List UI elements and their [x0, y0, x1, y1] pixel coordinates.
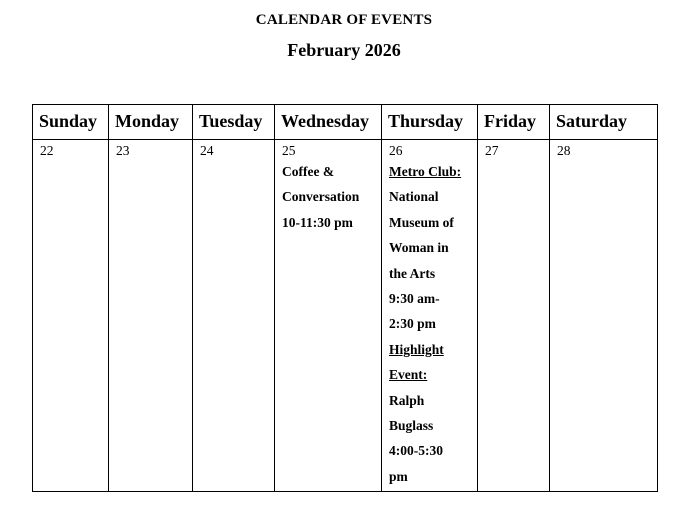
event-time-line: 2:30 pm [389, 316, 436, 332]
day-number: 27 [485, 143, 499, 158]
day-cell-monday [109, 140, 193, 492]
weekday-header-saturday: Saturday [550, 105, 658, 140]
weekday-header-monday: Monday [109, 105, 193, 140]
day-number: 22 [40, 143, 54, 158]
week-row [33, 140, 658, 492]
event-title-line: Buglass [389, 418, 434, 434]
event-title-line: Conversation [282, 189, 360, 205]
event-title-line: the Arts [389, 265, 436, 281]
day-cell-saturday [550, 140, 658, 492]
day-cell-sunday [33, 140, 109, 492]
month-heading: February 2026 [287, 40, 401, 60]
day-cell-wednesday [275, 140, 382, 492]
day-number: 25 [282, 143, 296, 158]
document-title: CALENDAR OF EVENTS [255, 12, 433, 28]
weekday-header-tuesday: Tuesday [193, 105, 275, 140]
day-cell-tuesday [193, 140, 275, 492]
event-title-line: National [389, 189, 439, 205]
weekday-header-friday: Friday [478, 105, 550, 140]
event-time-line: pm [389, 468, 408, 484]
weekday-header-wednesday: Wednesday [275, 105, 382, 140]
event-label-highlight: Highlight [389, 341, 444, 357]
day-number: 23 [116, 143, 130, 158]
weekday-header-sunday: Sunday [33, 105, 109, 140]
event-title-line: Coffee & [282, 164, 335, 179]
event-time-line: 9:30 am- [389, 291, 440, 307]
event-label-highlight: Event: [389, 367, 428, 383]
day-number: 24 [200, 143, 214, 158]
event-label-metro-club: Metro Club: [389, 164, 462, 179]
day-number: 28 [557, 143, 571, 158]
event-title-line: Ralph [389, 392, 425, 408]
event-title-line: Museum of [389, 214, 454, 230]
day-cell-friday [478, 140, 550, 492]
event-time-line: 10-11:30 pm [282, 214, 353, 230]
event-title-line: Woman in [389, 240, 449, 256]
calendar-table [32, 104, 658, 492]
weekday-header-thursday: Thursday [382, 105, 478, 140]
day-cell-thursday [382, 140, 478, 492]
weekday-header-row [33, 105, 658, 140]
event-time-line: 4:00-5:30 [389, 443, 443, 459]
day-number: 26 [389, 143, 403, 158]
